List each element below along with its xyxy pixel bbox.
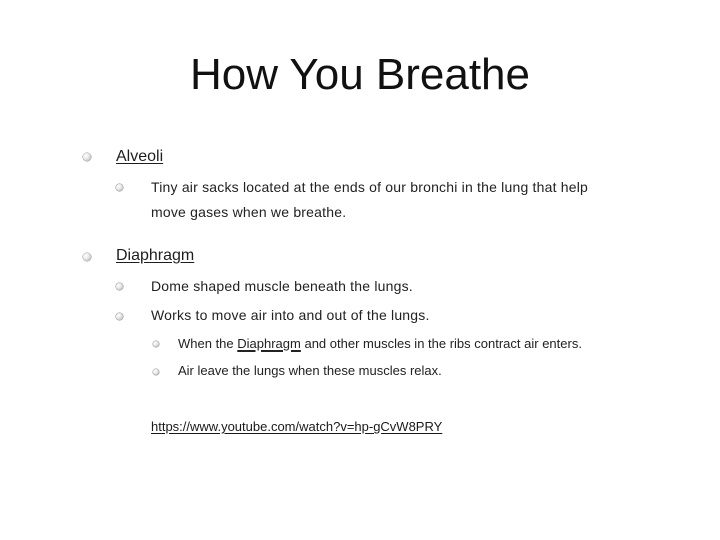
- alveoli-description-line2: move gases when we breathe.: [151, 204, 347, 220]
- slide-title: How You Breathe: [189, 50, 531, 99]
- subpoint-relax: Air leave the lungs when these muscles relax.: [178, 363, 442, 378]
- heading-diaphragm: Diaphragm: [116, 247, 195, 264]
- bullet-dot-icon: [153, 369, 159, 375]
- heading-alveoli: Alveoli: [116, 148, 164, 165]
- diaphragm-point-dome: Dome shaped muscle beneath the lungs.: [151, 278, 413, 294]
- bullet-dot-icon: [83, 153, 91, 161]
- bullet-dot-icon: [116, 184, 123, 191]
- alveoli-description-line1: Tiny air sacks located at the ends of our bronchi in the lung that help: [151, 179, 589, 195]
- bullet-dot-icon: [116, 313, 123, 320]
- subpoint-contract: [178, 335, 582, 353]
- bullet-dot-icon: [83, 253, 91, 261]
- bullet-dot-icon: [116, 283, 123, 290]
- youtube-video-link[interactable]: https://www.youtube.com/watch?v=hp-gCvW8PRY: [151, 419, 443, 434]
- subpoint-contract-prefix: When the: [178, 336, 238, 351]
- subpoint-contract-suffix: and other muscles in the ribs contract air enters.: [300, 336, 582, 351]
- bullet-dot-icon: [153, 341, 159, 347]
- diaphragm-point-works: Works to move air into and out of the lungs.: [151, 307, 430, 323]
- diaphragm-inline-word: Diaphragm: [237, 336, 301, 351]
